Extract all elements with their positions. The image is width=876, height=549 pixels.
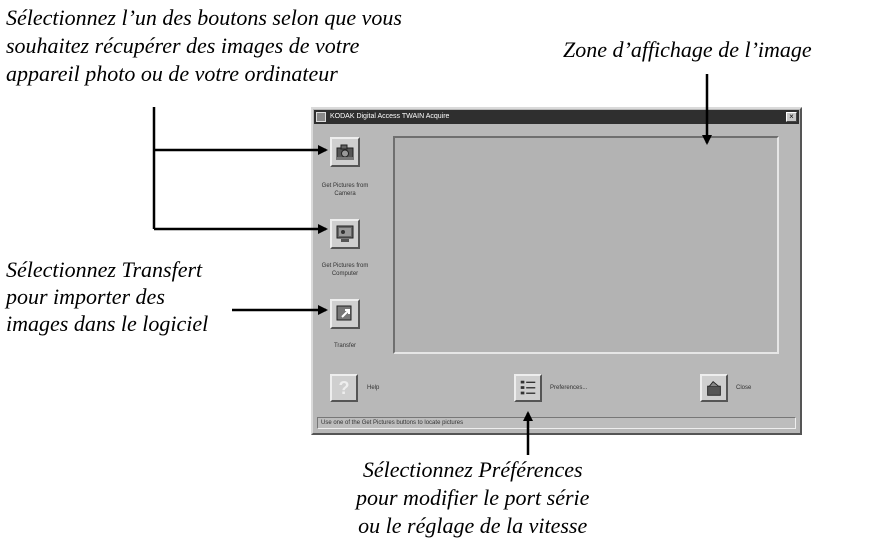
close-window-button[interactable]: × <box>786 112 797 122</box>
callout-line: Sélectionnez l’un des boutons selon que vous <box>6 5 402 30</box>
get-from-camera-label: Get Pictures from Camera <box>321 183 369 197</box>
callout-line: Sélectionnez Préférences <box>362 457 583 482</box>
preferences-label: Preferences... <box>550 385 588 391</box>
status-bar: Use one of the Get Pictures buttons to locate pictures <box>317 417 796 429</box>
callout-display-zone: Zone d’affichage de l’image <box>563 37 812 62</box>
window-title: KODAK Digital Access TWAIN Acquire <box>330 113 450 120</box>
callout-line: images dans le logiciel <box>6 311 209 336</box>
callout-line: pour modifier le port série <box>356 485 590 510</box>
close-label: Close <box>736 385 752 391</box>
get-from-computer-label: Get Pictures from Computer <box>321 263 369 277</box>
callout-line: ou le réglage de la vitesse <box>358 513 588 538</box>
callout-line: souhaitez récupérer des images de votre <box>6 33 360 58</box>
callout-line: Sélectionnez Transfert <box>6 257 203 282</box>
callout-line: appareil photo ou de votre ordinateur <box>6 61 338 86</box>
help-label: Help <box>367 385 380 391</box>
transfer-label: Transfer <box>333 343 357 349</box>
callout-line: pour importer des <box>6 284 165 309</box>
help-icon: ? <box>338 377 350 398</box>
